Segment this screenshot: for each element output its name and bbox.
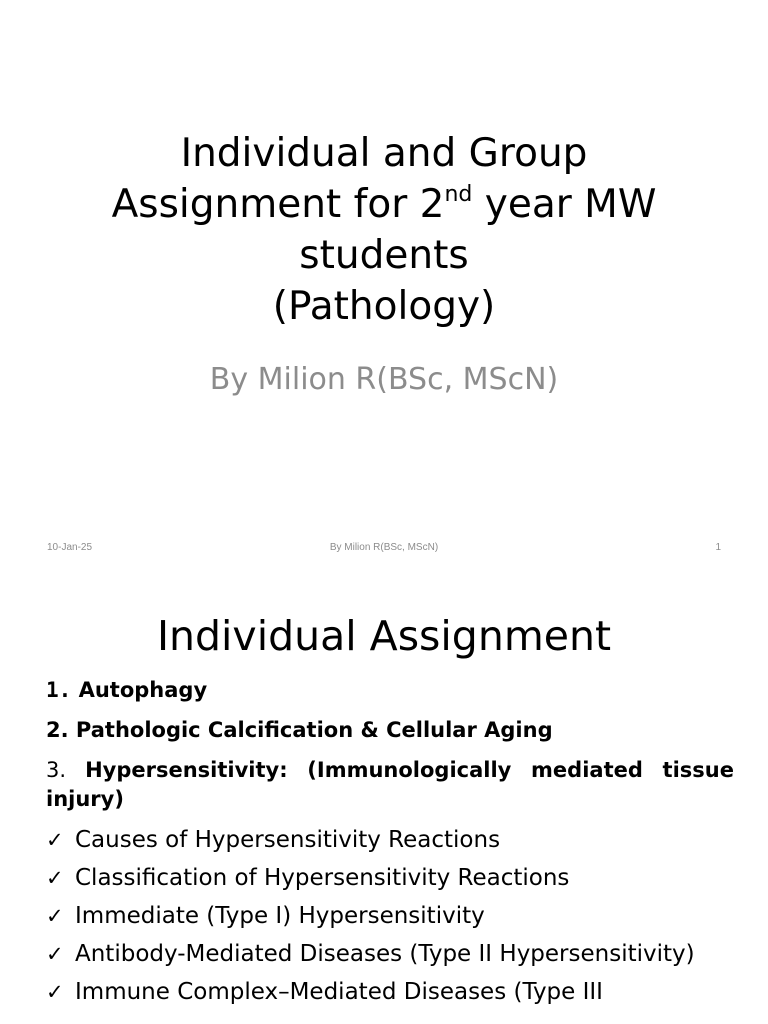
title-line-1: Individual and Group bbox=[180, 131, 588, 176]
item-number: 3. bbox=[46, 758, 67, 782]
slide-individual-assignment bbox=[0, 566, 768, 1024]
slide-heading: Individual Assignment bbox=[156, 612, 612, 660]
checkmark-icon: ✓ bbox=[46, 980, 64, 1004]
check-item-text: Immediate (Type I) Hypersensitivity bbox=[75, 903, 485, 929]
checkmark-icon: ✓ bbox=[46, 904, 64, 928]
item-text: Autophagy bbox=[78, 678, 208, 702]
item-text: Pathologic Calcification & Cellular Aging bbox=[75, 718, 553, 742]
title-line-2 bbox=[40, 179, 728, 230]
check-item-text: Immune Complex–Mediated Diseases (Type III bbox=[75, 979, 603, 1005]
title-line-4: (Pathology) bbox=[272, 284, 496, 329]
item-text: Hypersensitivity: (Immunologically mediated tissue injury) bbox=[46, 758, 734, 811]
footer-author: By Milion R(BSc, MScN) bbox=[329, 542, 439, 553]
slide-subtitle: By Milion R(BSc, MScN) bbox=[209, 362, 559, 397]
check-list-item bbox=[46, 901, 734, 931]
check-item-text: Antibody-Mediated Diseases (Type II Hypersensitivity) bbox=[75, 941, 695, 967]
footer-page-number: 1 bbox=[715, 542, 721, 553]
list-item bbox=[46, 756, 734, 814]
check-item-text: Classification of Hypersensitivity Reactions bbox=[75, 865, 570, 891]
title-line-3: students bbox=[299, 233, 469, 278]
title-line-2-end: year MW bbox=[472, 182, 657, 227]
footer-date: 10-Jan-25 bbox=[47, 542, 93, 553]
list-item bbox=[46, 716, 734, 745]
checkmark-icon: ✓ bbox=[46, 866, 64, 890]
item-number: 1. bbox=[46, 678, 72, 702]
slide-title-heading bbox=[40, 128, 728, 332]
check-list-item bbox=[46, 863, 734, 893]
checkmark-icon: ✓ bbox=[46, 942, 64, 966]
check-list-item bbox=[46, 825, 734, 855]
check-list-item bbox=[46, 977, 734, 1007]
assignment-list bbox=[46, 676, 734, 1015]
item-number: 2. bbox=[46, 718, 69, 742]
check-item-text: Causes of Hypersensitivity Reactions bbox=[75, 827, 501, 853]
check-list-item bbox=[46, 939, 734, 969]
title-superscript: nd bbox=[444, 182, 473, 207]
title-line-2-start: Assignment for 2 bbox=[111, 182, 445, 227]
list-item bbox=[46, 676, 734, 705]
checkmark-icon: ✓ bbox=[46, 828, 64, 852]
